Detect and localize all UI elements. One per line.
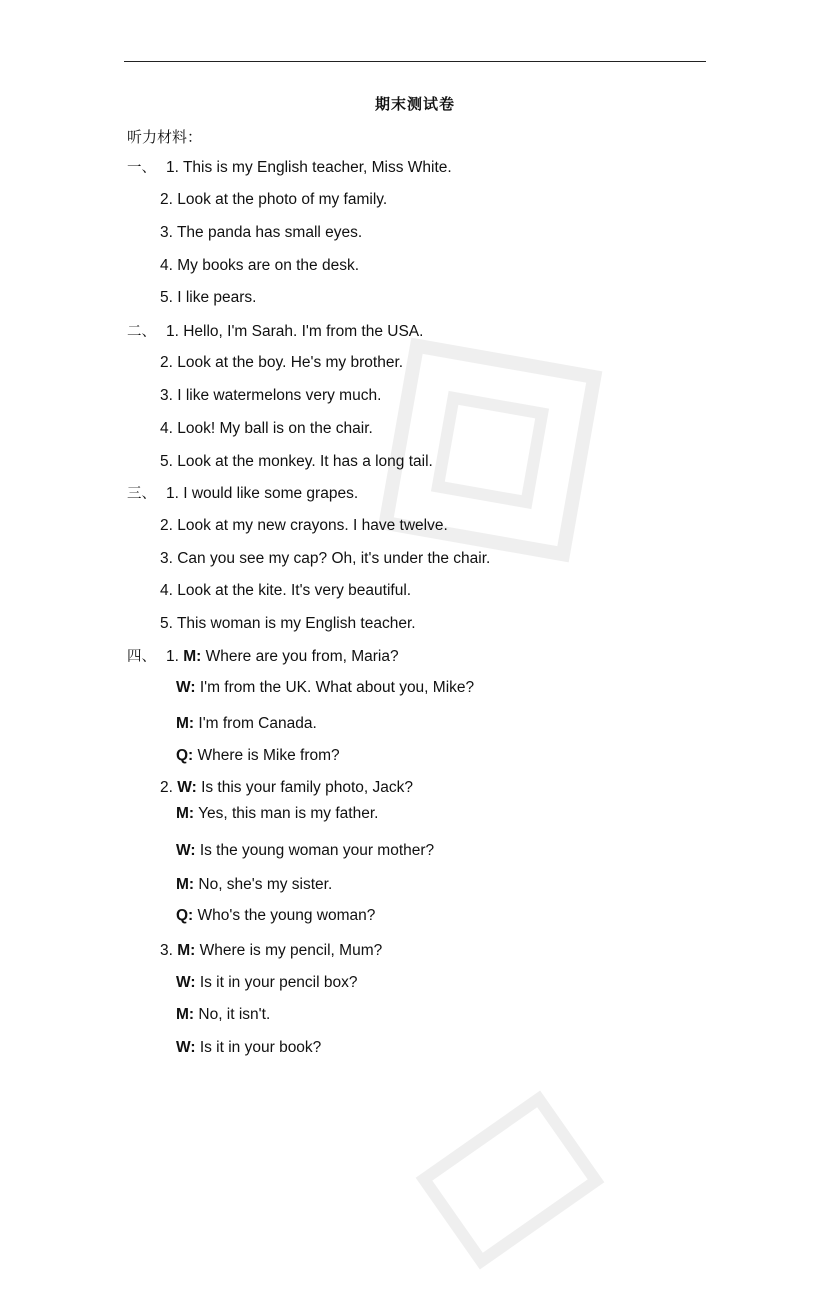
dialogue-number: 3. xyxy=(160,942,173,959)
list-item: 1. I would like some grapes. xyxy=(166,485,359,502)
dialogue-number: 1. xyxy=(166,648,179,665)
list-item: 4. Look! My ball is on the chair. xyxy=(160,420,373,437)
list-item: 5. Look at the monkey. It has a long tail. xyxy=(160,453,433,470)
dialogue-text: No, it isn't. xyxy=(194,1006,271,1023)
list-item: 3. I like watermelons very much. xyxy=(160,387,382,404)
list-item: 4. My books are on the desk. xyxy=(160,257,360,274)
list-item: 2. Look at the boy. He's my brother. xyxy=(160,354,404,371)
dialogue-line xyxy=(166,647,399,667)
dialogue-line xyxy=(176,714,317,734)
dialogue-text: Is it in your book? xyxy=(195,1039,322,1056)
section-label-3: 三、 xyxy=(127,486,156,502)
dialogue-line xyxy=(176,841,434,861)
list-item: 5. I like pears. xyxy=(160,289,257,306)
speaker-label: W: xyxy=(177,779,197,796)
speaker-label: Q: xyxy=(176,907,194,924)
dialogue-line xyxy=(176,1038,321,1058)
dialogue-text: I'm from the UK. What about you, Mike? xyxy=(195,679,475,696)
speaker-label: M: xyxy=(176,805,195,822)
list-item: 4. Look at the kite. It's very beautiful. xyxy=(160,582,412,599)
speaker-label: M: xyxy=(176,715,195,732)
dialogue-line xyxy=(176,678,474,698)
watermark-logo-icon-bottom xyxy=(380,1060,641,1300)
dialogue-text: Where is my pencil, Mum? xyxy=(195,942,383,959)
dialogue-text: Is this your family photo, Jack? xyxy=(196,779,413,796)
list-item: 2. Look at my new crayons. I have twelve. xyxy=(160,517,448,534)
list-item: 2. Look at the photo of my family. xyxy=(160,191,388,208)
dialogue-line xyxy=(160,778,413,798)
section-label-2: 二、 xyxy=(127,324,156,340)
speaker-label: M: xyxy=(176,1006,195,1023)
dialogue-line xyxy=(176,906,375,926)
dialogue-text: Where is Mike from? xyxy=(193,747,340,764)
section-subhead: 听力材料： xyxy=(127,128,203,146)
dialogue-line xyxy=(176,804,378,824)
section-label-1: 一、 xyxy=(127,160,156,176)
dialogue-text: Is it in your pencil box? xyxy=(195,974,358,991)
list-item: 1. This is my English teacher, Miss White. xyxy=(166,159,452,176)
speaker-label: M: xyxy=(176,876,195,893)
dialogue-line xyxy=(176,746,340,766)
speaker-label: M: xyxy=(183,648,202,665)
speaker-label: W: xyxy=(176,842,196,859)
dialogue-text: Yes, this man is my father. xyxy=(194,805,379,822)
list-item: 5. This woman is my English teacher. xyxy=(160,615,416,632)
dialogue-number: 2. xyxy=(160,779,173,796)
dialogue-line xyxy=(176,1005,270,1025)
speaker-label: M: xyxy=(177,942,196,959)
list-item: 1. Hello, I'm Sarah. I'm from the USA. xyxy=(166,323,424,340)
dialogue-line xyxy=(176,875,332,895)
section-label-4: 四、 xyxy=(127,649,156,665)
dialogue-text: Is the young woman your mother? xyxy=(195,842,435,859)
header-rule xyxy=(124,61,706,62)
dialogue-text: No, she's my sister. xyxy=(194,876,333,893)
dialogue-text: I'm from Canada. xyxy=(194,715,317,732)
dialogue-line xyxy=(176,973,358,993)
list-item: 3. Can you see my cap? Oh, it's under the chair. xyxy=(160,550,491,567)
speaker-label: W: xyxy=(176,1039,196,1056)
speaker-label: Q: xyxy=(176,747,194,764)
dialogue-line xyxy=(160,941,382,961)
speaker-label: W: xyxy=(176,679,196,696)
page-title: 期末测试卷 xyxy=(374,95,455,113)
dialogue-text: Where are you from, Maria? xyxy=(201,648,399,665)
speaker-label: W: xyxy=(176,974,196,991)
list-item: 3. The panda has small eyes. xyxy=(160,224,363,241)
dialogue-text: Who's the young woman? xyxy=(193,907,376,924)
